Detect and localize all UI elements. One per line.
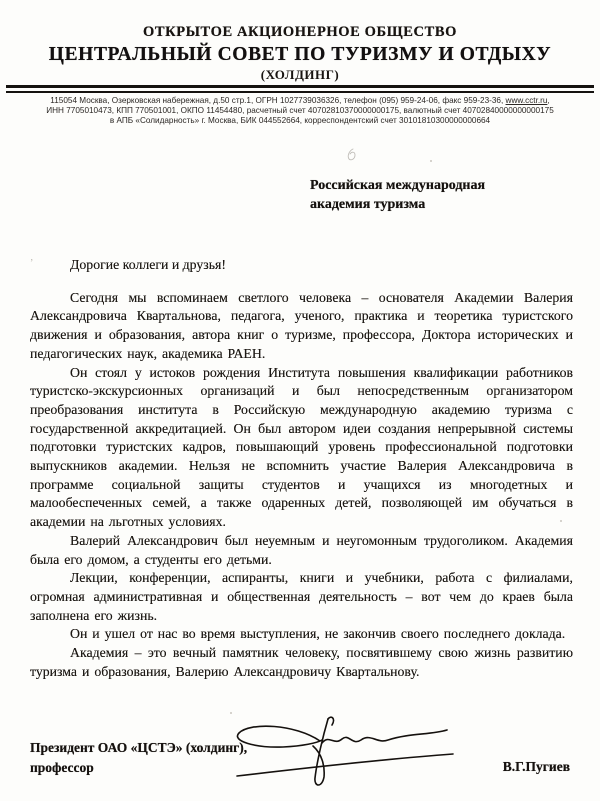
paragraph: Он стоял у истоков рождения Института повышения квалификации работников туристско-экскурсионных организаций и был непосредственным организатором преобразования института в Российскую международную академию туризма с государственной аккредитацией. Он был автором идеи создания непрерывной системы подготовки туристских кадров, повышающий уровень профессиональной подготовки выпускников академии. Нельзя не вспомнить участие Валерия Александровича в программе социальной защиты студентов и учащихся из многодетных и малообеспеченных семей, а также одаренных детей, позволяющей им обучаться в академии на льготных условиях. bbox=[30, 364, 573, 530]
addressee-line-2: академия туризма bbox=[310, 197, 426, 212]
addressee-line-1: Российская международная bbox=[310, 178, 486, 193]
paragraph: Он и ушел от нас во время выступления, не закончив своего последнего доклада. bbox=[70, 626, 566, 642]
scan-speckle bbox=[430, 160, 432, 162]
letterhead bbox=[0, 24, 600, 83]
contact-line-1-tail: , bbox=[547, 96, 550, 105]
handwritten-signature bbox=[225, 716, 485, 796]
addressee-block bbox=[310, 176, 485, 214]
paragraph: Валерий Александрович был неуемным и неугомонным трудоголиком. Академия была его домом, а студенты его детьми. bbox=[30, 532, 573, 567]
letterhead-contact-block bbox=[0, 96, 600, 127]
letterhead-divider-rule bbox=[6, 85, 594, 93]
signatory-title-line-1: Президент ОАО «ЦСТЭ» (холдинг), bbox=[30, 740, 248, 755]
scan-tick-artifact: ’ bbox=[30, 258, 34, 269]
org-type-line: ОТКРЫТОЕ АКЦИОНЕРНОЕ ОБЩЕСТВО bbox=[142, 24, 458, 40]
pen-smudge-mark bbox=[340, 146, 362, 169]
signatory-title-line-2: профессор bbox=[30, 760, 94, 775]
website-text: www.cctr.ru bbox=[505, 96, 548, 105]
contact-line-1 bbox=[0, 96, 600, 106]
greeting-line: Дорогие коллеги и друзья! bbox=[70, 257, 226, 272]
signatory-title-block bbox=[30, 738, 247, 778]
contact-line-1-text: 115054 Москва, Озерковская набережная, д.50 стр.1, ОГРН 1027739036326, телефон (095) 959-24-06, факс 959-23-36, bbox=[50, 96, 506, 105]
contact-line-3: в АПБ «Солидарность» г. Москва, БИК 044552664, корреспондентский счет 30101810300000000664 bbox=[109, 116, 491, 126]
letter-body bbox=[30, 256, 573, 681]
org-form-line: (ХОЛДИНГ) bbox=[260, 67, 340, 82]
paragraph: Академия – это вечный памятник человеку, посвятившему свою жизнь развитию туризма и образования, Валерию Александровичу Квартальнову. bbox=[30, 645, 573, 679]
paragraph: Сегодня мы вспоминаем светлого человека – основателя Академии Валерия Александровича Квартальнова, педагога, ученого, практика и теоретика туристского движения и образования, автора книг о туризме, профессора, Доктора исторических и педагогических наук, академика РАЕН. bbox=[30, 289, 573, 361]
scan-speckle bbox=[230, 712, 232, 714]
org-name-line: ЦЕНТРАЛЬНЫЙ СОВЕТ ПО ТУРИЗМУ И ОТДЫХУ bbox=[48, 44, 552, 65]
signatory-name: В.Г.Пугиев bbox=[502, 759, 570, 774]
contact-line-2: ИНН 7705010473, КПП 770501001, ОКПО 11454480, расчетный счет 40702810370000000175, валютный счет 40702840000000000175 bbox=[46, 106, 554, 116]
paragraph: Лекции, конференции, аспиранты, книги и учебники, работа с филиалами, огромная административная и общественная деятельность – вот чем до краев была заполнена его жизнь. bbox=[30, 570, 573, 623]
